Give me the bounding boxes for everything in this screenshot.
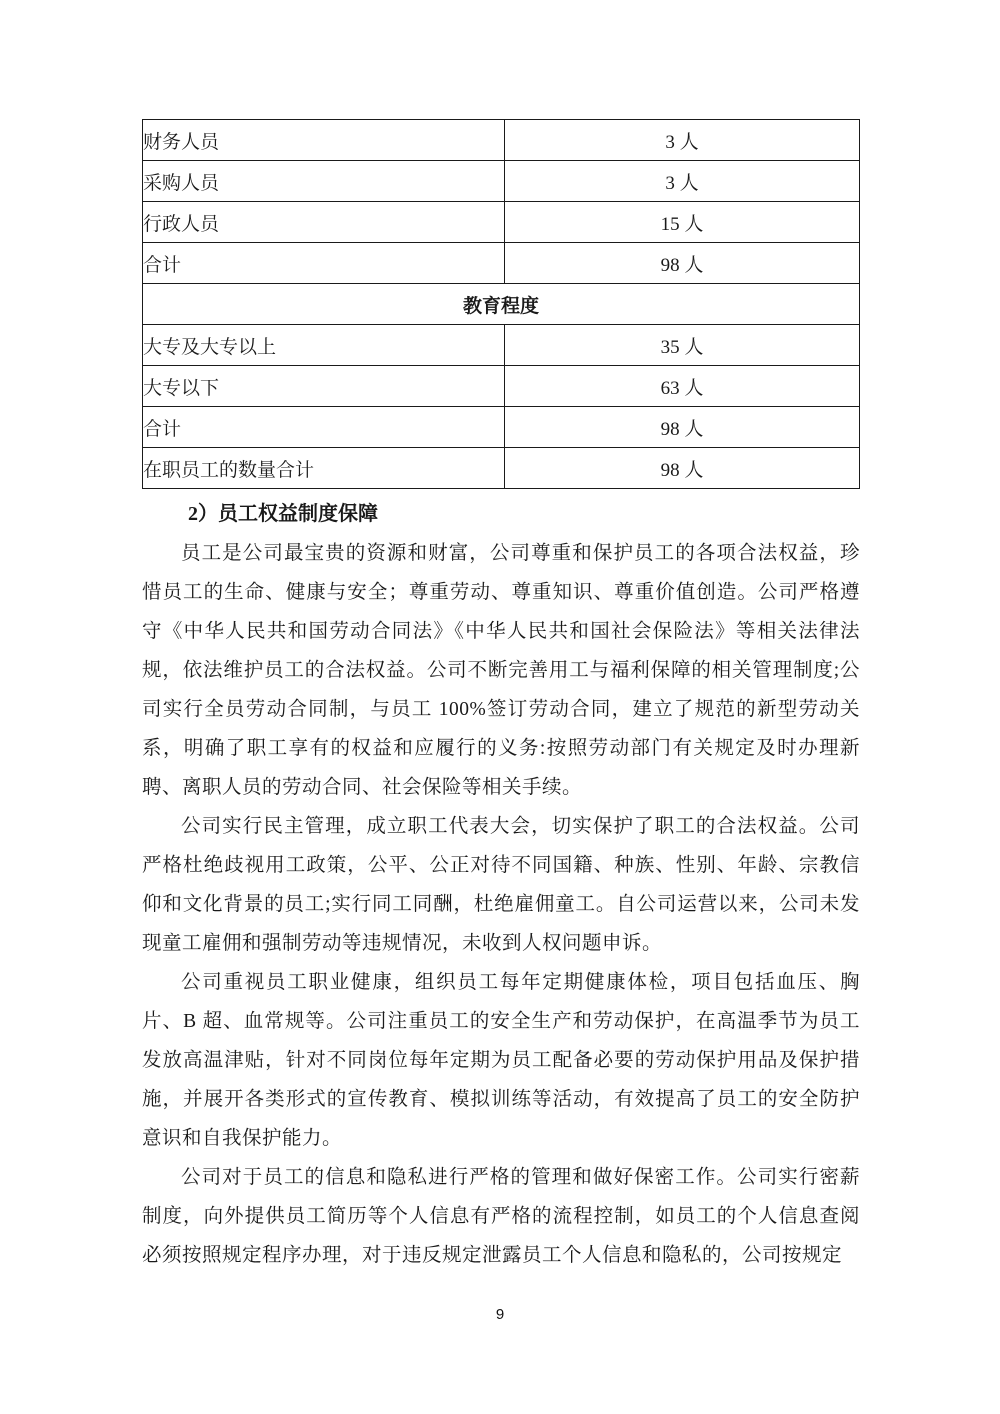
row-value-cell: 98 人 xyxy=(505,448,860,489)
row-value-cell: 3 人 xyxy=(505,161,860,202)
row-label-cell: 行政人员 xyxy=(143,202,505,243)
table-row xyxy=(143,243,860,284)
education-level-header-cell: 教育程度 xyxy=(143,284,860,325)
table-row xyxy=(143,120,860,161)
row-label-cell: 财务人员 xyxy=(143,120,505,161)
row-value-cell: 98 人 xyxy=(505,407,860,448)
row-label-cell: 在职员工的数量合计 xyxy=(143,448,505,489)
row-value-cell: 63 人 xyxy=(505,366,860,407)
table-section-header-row xyxy=(143,284,860,325)
paragraph: 员工是公司最宝贵的资源和财富，公司尊重和保护员工的各项合法权益，珍惜员工的生命、健康与安全；尊重劳动、尊重知识、尊重价值创造。公司严格遵守《中华人民共和国劳动合同法》《中华人民共和国社会保险法》等相关法律法规，依法维护员工的合法权益。公司不断完善用工与福利保障的相关管理制度;公司实行全员劳动合同制，与员工 100%签订劳动合同，建立了规范的新型劳动关系，明确了职工享有的权益和应履行的义务:按照劳动部门有关规定及时办理新聘、离职人员的劳动合同、社会保险等相关手续。 xyxy=(142,543,860,798)
row-label-cell: 采购人员 xyxy=(143,161,505,202)
row-label-cell: 合计 xyxy=(143,407,505,448)
row-value-cell: 3 人 xyxy=(505,120,860,161)
page-number: 9 xyxy=(495,1306,505,1323)
row-label-cell: 合计 xyxy=(143,243,505,284)
table-row xyxy=(143,366,860,407)
table-row xyxy=(143,161,860,202)
page-content xyxy=(142,119,860,1275)
table-row xyxy=(143,407,860,448)
row-label-cell: 大专以下 xyxy=(143,366,505,407)
employee-statistics-table xyxy=(142,119,860,489)
paragraph: 公司实行民主管理，成立职工代表大会，切实保护了职工的合法权益。公司严格杜绝歧视用工政策，公平、公正对待不同国籍、种族、性别、年龄、宗教信仰和文化背景的员工;实行同工同酬，杜绝雇佣童工。自公司运营以来，公司未发现童工雇佣和强制劳动等违规情况，未收到人权问题申诉。 xyxy=(142,816,860,954)
paragraph: 公司重视员工职业健康，组织员工每年定期健康体检，项目包括血压、胸片、B 超、血常规等。公司注重员工的安全生产和劳动保护，在高温季节为员工发放高温津贴，针对不同岗位每年定期为员工配备必要的劳动保护用品及保护措施，并展开各类形式的宣传教育、模拟训练等活动，有效提高了员工的安全防护意识和自我保护能力。 xyxy=(142,972,860,1149)
section-body xyxy=(142,534,860,1275)
paragraph: 公司对于员工的信息和隐私进行严格的管理和做好保密工作。公司实行密薪制度，向外提供员工简历等个人信息有严格的流程控制，如员工的个人信息查阅必须按照规定程序办理，对于违反规定泄露员工个人信息和隐私的，公司按规定 xyxy=(142,1167,860,1266)
row-label-cell: 大专及大专以上 xyxy=(143,325,505,366)
section-heading: 2）员工权益制度保障 xyxy=(188,503,378,525)
table-row xyxy=(143,325,860,366)
table-row xyxy=(143,448,860,489)
row-value-cell: 15 人 xyxy=(505,202,860,243)
table-row xyxy=(143,202,860,243)
row-value-cell: 35 人 xyxy=(505,325,860,366)
row-value-cell: 98 人 xyxy=(505,243,860,284)
